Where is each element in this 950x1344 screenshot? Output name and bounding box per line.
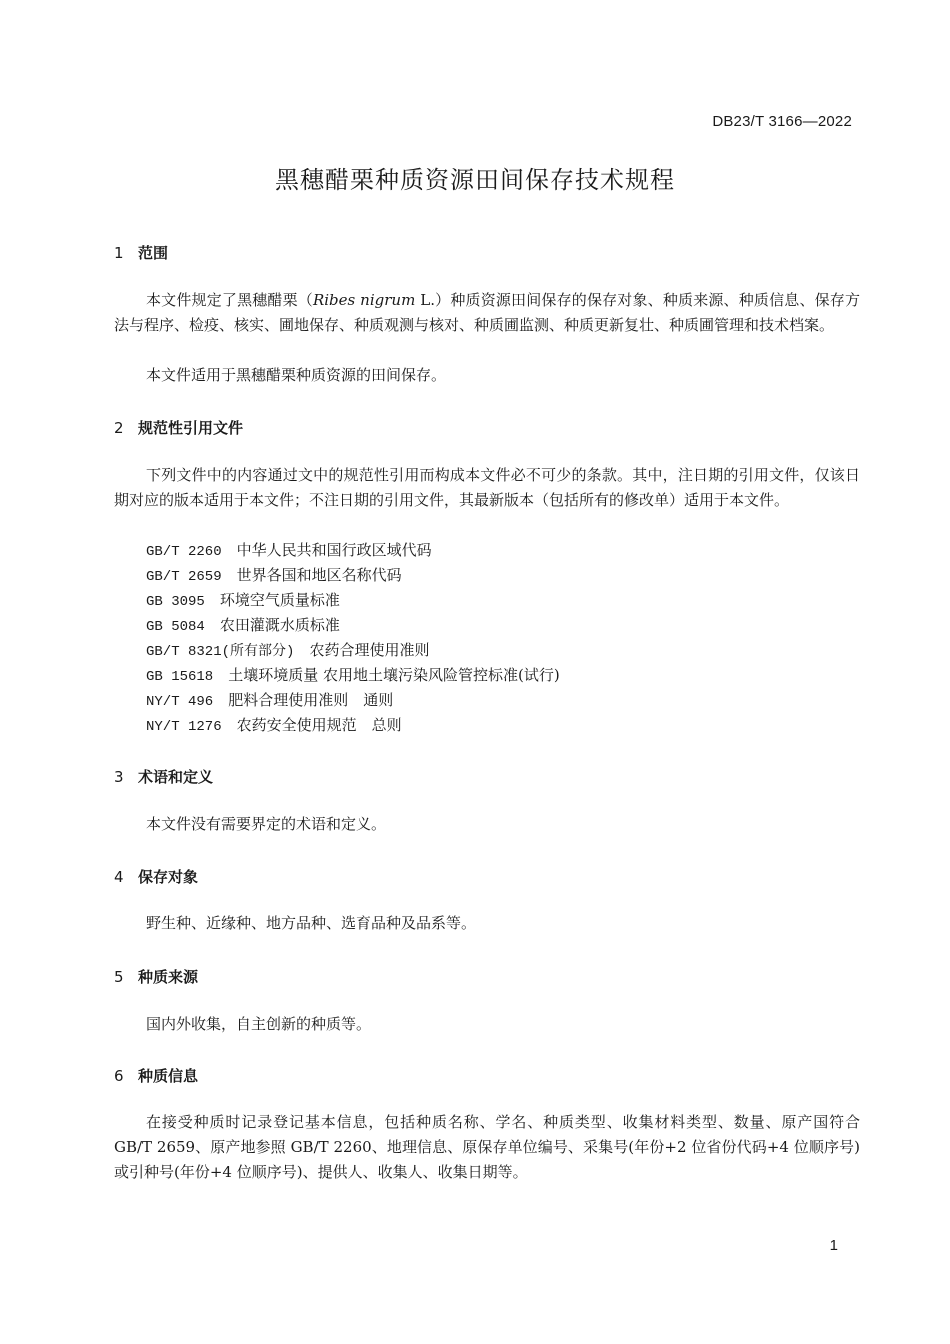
section-heading-germplasm-info bbox=[114, 1065, 198, 1086]
reference-item bbox=[146, 588, 560, 613]
paragraph: 国内外收集，自主创新的种质等。 bbox=[146, 1015, 372, 1033]
section-title: 规范性引用文件 bbox=[138, 419, 244, 437]
reference-item bbox=[146, 638, 560, 663]
reference-code: GB 5084 bbox=[146, 619, 205, 635]
reference-title: 农药合理使用准则 bbox=[309, 641, 430, 659]
reference-code: NY/T 496 bbox=[146, 694, 214, 710]
paragraph: 野生种、近缘种、地方品种、选育品种及品系等。 bbox=[146, 914, 477, 932]
reference-code: GB 15618 bbox=[146, 669, 214, 685]
reference-code: GB/T 2659 bbox=[146, 569, 222, 585]
reference-code: NY/T 1276 bbox=[146, 719, 222, 735]
section-title: 种质信息 bbox=[138, 1067, 199, 1085]
reference-item bbox=[146, 563, 560, 588]
reference-item bbox=[146, 663, 560, 688]
reference-item bbox=[146, 713, 560, 738]
section-title: 范围 bbox=[138, 244, 169, 262]
paragraph: 本文件适用于黑穗醋栗种质资源的田间保存。 bbox=[146, 366, 447, 384]
section-number: 5 bbox=[114, 968, 124, 986]
reference-title: 中华人民共和国行政区域代码 bbox=[236, 541, 432, 559]
reference-title: 土壤环境质量 农用地土壤污染风险管控标准(试行) bbox=[228, 666, 560, 684]
section-number: 3 bbox=[114, 768, 124, 786]
document-code: DB23/T 3166—2022 bbox=[712, 113, 852, 130]
reference-title: 农田灌溉水质标准 bbox=[219, 616, 340, 634]
reference-code: GB/T 8321(所有部分) bbox=[146, 644, 295, 660]
paragraph-text: 本文件规定了黑穗醋栗（ bbox=[146, 291, 313, 309]
reference-item bbox=[146, 613, 560, 638]
reference-item bbox=[146, 688, 560, 713]
section-heading-normative-references bbox=[114, 417, 243, 438]
page-number: 1 bbox=[829, 1237, 838, 1254]
section-title: 术语和定义 bbox=[138, 768, 214, 786]
latin-name: Ribes nigrum bbox=[312, 291, 416, 309]
section-number: 6 bbox=[114, 1067, 124, 1085]
reference-title: 农药安全使用规范 总则 bbox=[236, 716, 402, 734]
section-heading-preservation-objects bbox=[114, 866, 198, 887]
section-title: 保存对象 bbox=[138, 868, 199, 886]
section-heading-terms bbox=[114, 766, 213, 787]
paragraph bbox=[114, 288, 860, 338]
section-number: 1 bbox=[114, 244, 124, 262]
reference-title: 世界各国和地区名称代码 bbox=[236, 566, 402, 584]
section-number: 2 bbox=[114, 419, 124, 437]
paragraph: 在接受种质时记录登记基本信息，包括种质名称、学名、种质类型、收集材料类型、数量、原产国符合 GB/T 2659、原产地参照 GB/T 2260、地理信息、原保存单位编号、采集号(年份+2 位省份代码+4 位顺序号)或引种号(年份+4 位顺序号)、提供人、收集人、收集日期等。 bbox=[114, 1113, 860, 1181]
reference-list bbox=[146, 538, 560, 738]
paragraph: 本文件没有需要界定的术语和定义。 bbox=[146, 815, 387, 833]
reference-title: 环境空气质量标准 bbox=[219, 591, 340, 609]
section-title: 种质来源 bbox=[138, 968, 199, 986]
paragraph: 下列文件中的内容通过文中的规范性引用而构成本文件必不可少的条款。其中，注日期的引用文件，仅该日期对应的版本适用于本文件；不注日期的引用文件，其最新版本（包括所有的修改单）适用于本文件。 bbox=[114, 466, 860, 509]
reference-code: GB/T 2260 bbox=[146, 544, 222, 560]
document-title: 黑穗醋栗种质资源田间保存技术规程 bbox=[275, 166, 675, 194]
paragraph-text: L.）种质资源田间保存的保存对象、种质来源、种质信息、保存方法与程序、检疫、核实、圃地保存、种质观测与核对、种质圃监测、种质更新复壮、种质圃管理和技术档案。 bbox=[114, 291, 860, 334]
reference-item bbox=[146, 538, 560, 563]
section-number: 4 bbox=[114, 868, 124, 886]
section-heading-scope bbox=[114, 242, 168, 263]
reference-code: GB 3095 bbox=[146, 594, 205, 610]
reference-title: 肥料合理使用准则 通则 bbox=[228, 691, 394, 709]
section-heading-germplasm-source bbox=[114, 966, 198, 987]
